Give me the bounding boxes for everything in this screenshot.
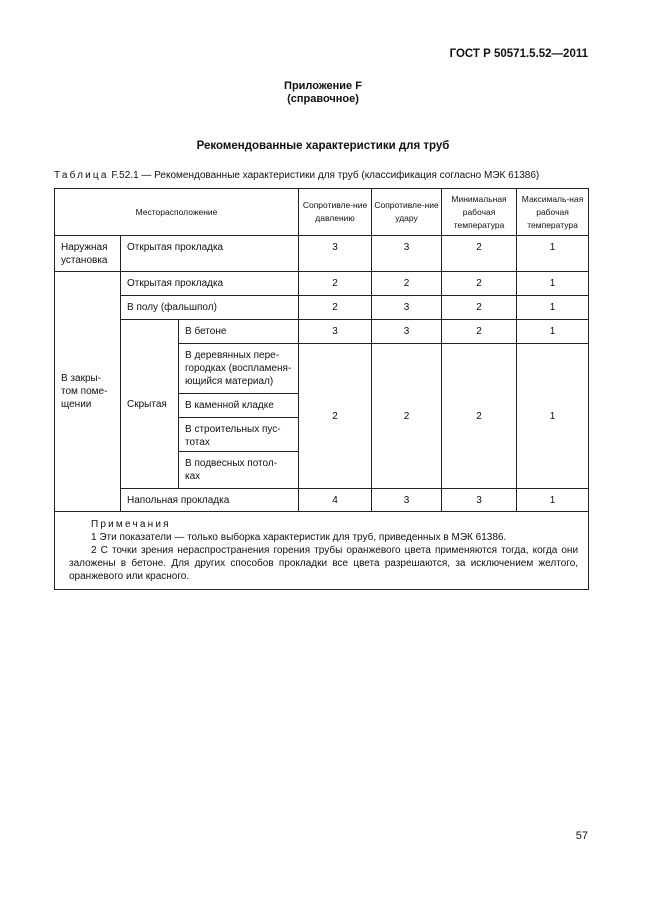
cell-min-temp: 2: [442, 344, 517, 489]
cell-impact: 3: [372, 320, 442, 344]
row-label: В полу (фальшпол): [121, 296, 299, 320]
group-outdoor: Наружная установка: [55, 236, 121, 272]
cell-max-temp: 1: [517, 272, 589, 296]
table-caption-prefix: Таблица: [54, 170, 109, 181]
row-label: Открытая прокладка: [121, 272, 299, 296]
table-notes-row: [55, 512, 589, 590]
table-notes: [55, 512, 589, 590]
cell-max-temp: 1: [517, 344, 589, 489]
row-label: В деревянных пере-городках (воспламеня-ющийся материал): [179, 344, 299, 394]
header-max-temp: Максималь-ная рабочая температура: [517, 189, 589, 236]
cell-max-temp: 1: [517, 489, 589, 512]
table-row-outdoor: [55, 236, 589, 272]
table-row-concrete: [55, 320, 589, 344]
cell-pressure: 3: [299, 320, 372, 344]
cell-min-temp: 2: [442, 320, 517, 344]
row-label: В подвесных потол-ках: [179, 452, 299, 489]
header-location: Месторасположение: [55, 189, 299, 236]
cell-pressure: 3: [299, 236, 372, 272]
cell-impact: 3: [372, 296, 442, 320]
table-row-floor: [55, 296, 589, 320]
characteristics-table: [54, 188, 589, 590]
cell-impact: 2: [372, 272, 442, 296]
cell-pressure: 2: [299, 272, 372, 296]
row-label: В строительных пус-тотах: [179, 418, 299, 452]
cell-min-temp: 2: [442, 272, 517, 296]
cell-impact: 2: [372, 344, 442, 489]
hidden-label: Скрытая: [121, 320, 179, 489]
table-caption: [54, 170, 539, 181]
page-number: 57: [575, 830, 588, 842]
note-item: 2 С точки зрения нераспространения горения трубы оранжевого цвета применяются тогда, когда они заложены в бетоне. Для других способов прокладки все цвета разрешаются, за исключением желтого, оранжевого или красного.: [69, 545, 579, 582]
cell-impact: 3: [372, 236, 442, 272]
cell-min-temp: 3: [442, 489, 517, 512]
table-row-indoor-open: [55, 272, 589, 296]
row-label: В бетоне: [179, 320, 299, 344]
cell-pressure: 4: [299, 489, 372, 512]
header-pressure: Сопротивле-ние давлению: [299, 189, 372, 236]
header-min-temp: Минимальная рабочая температура: [442, 189, 517, 236]
header-impact: Сопротивле-ние удару: [372, 189, 442, 236]
cell-min-temp: 2: [442, 236, 517, 272]
table-row-floor-laying: [55, 489, 589, 512]
section-title: Рекомендованные характеристики для труб: [196, 140, 450, 152]
appendix-title: Приложение F: [284, 80, 362, 92]
cell-pressure: 2: [299, 344, 372, 489]
row-label: Открытая прокладка: [121, 236, 299, 272]
cell-impact: 3: [372, 489, 442, 512]
notes-title: Примечания: [91, 519, 171, 530]
table-caption-text: F.52.1 — Рекомендованные характеристики для труб (классификация согласно МЭК 61386): [108, 170, 540, 181]
appendix-subtitle: (справочное): [287, 93, 359, 105]
cell-max-temp: 1: [517, 236, 589, 272]
note-item: 1 Эти показатели — только выборка характеристик для труб, приведенных в МЭК 61386.: [91, 532, 507, 543]
cell-pressure: 2: [299, 296, 372, 320]
cell-min-temp: 2: [442, 296, 517, 320]
row-label: В каменной кладке: [179, 394, 299, 418]
cell-max-temp: 1: [517, 296, 589, 320]
table-header-row: [55, 189, 589, 236]
row-label: Напольная прокладка: [121, 489, 299, 512]
cell-max-temp: 1: [517, 320, 589, 344]
group-indoor: В закры-том поме-щении: [55, 272, 121, 512]
appendix-heading: [0, 80, 646, 106]
document-header: ГОСТ Р 50571.5.52—2011: [449, 48, 588, 60]
